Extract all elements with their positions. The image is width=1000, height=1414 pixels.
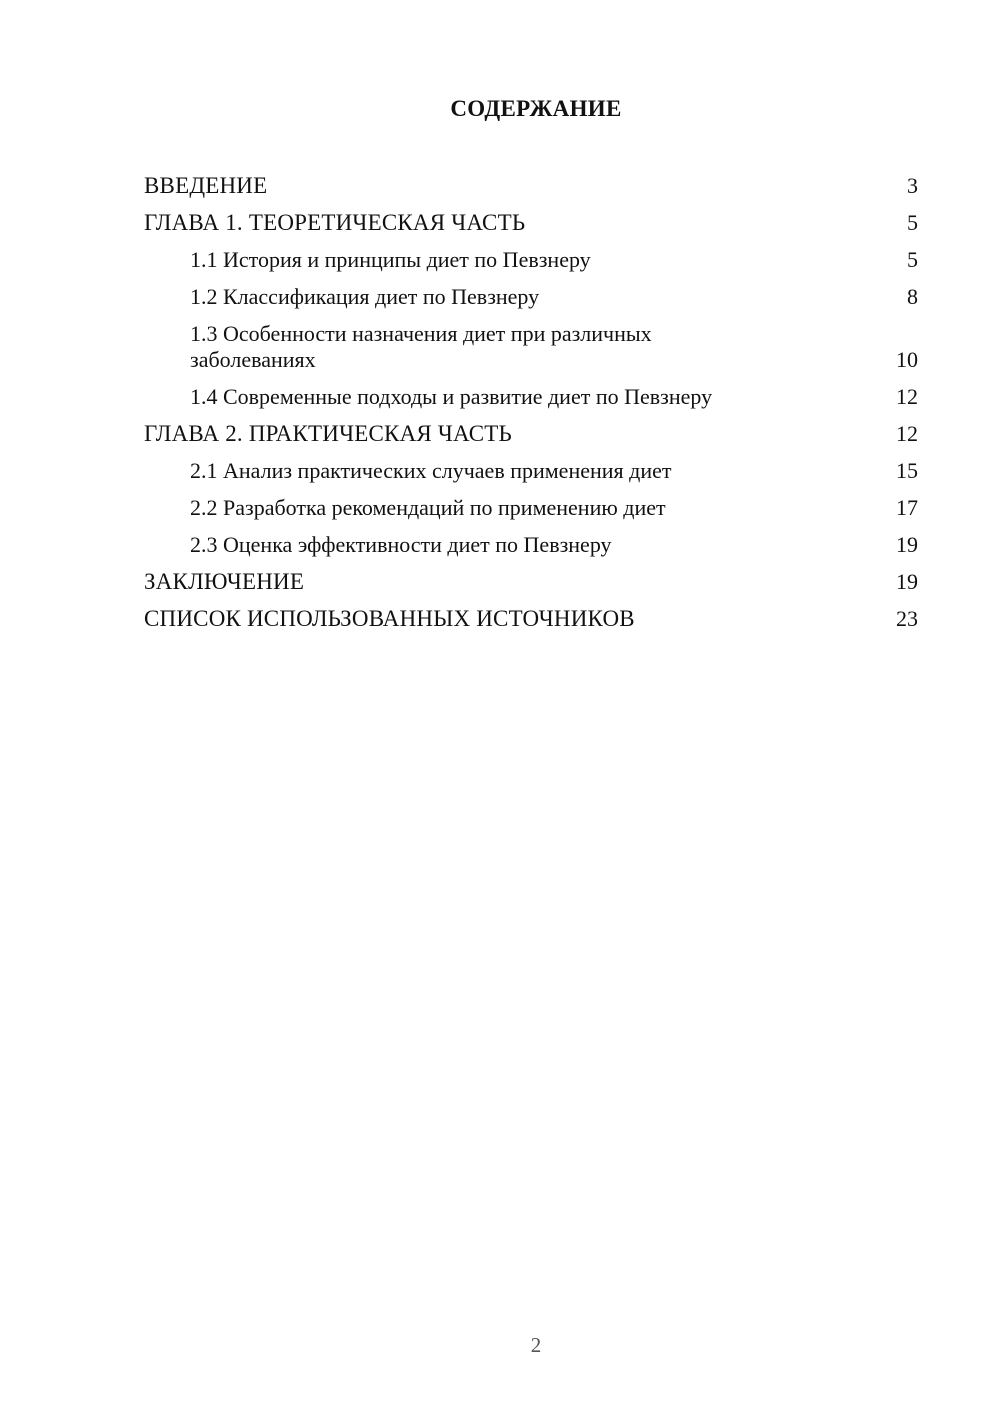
- toc-entry-page: 19: [896, 569, 918, 594]
- toc-entry-page: 19: [896, 532, 918, 557]
- toc-entry-page: 5: [907, 210, 918, 235]
- toc-entry-label: 1.2 Классификация диет по Певзнеру: [190, 284, 540, 309]
- toc-entry-conclusion[interactable]: [144, 564, 918, 601]
- toc-entry-page: 10: [896, 347, 918, 372]
- toc-entry-page: 3: [907, 173, 918, 198]
- toc-entry-label: ГЛАВА 1. ТЕОРЕТИЧЕСКАЯ ЧАСТЬ: [144, 210, 526, 235]
- toc-entry-page: 12: [896, 421, 918, 446]
- toc-entry-label: 1.1 История и принципы диет по Певзнеру: [190, 247, 591, 272]
- toc-entry-label: 2.1 Анализ практических случаев применения диет: [190, 458, 672, 483]
- toc-entry-page: 8: [907, 284, 918, 309]
- toc-entry-section-2-1[interactable]: [144, 453, 918, 490]
- toc-entry-label: ГЛАВА 2. ПРАКТИЧЕСКАЯ ЧАСТЬ: [144, 421, 512, 446]
- toc-entry-label: 1.4 Современные подходы и развитие диет по Певзнеру: [190, 384, 713, 409]
- toc-entry-label: 1.3 Особенности назначения диет при различных заболеваниях: [190, 321, 652, 372]
- toc-entry-page: 17: [896, 495, 918, 520]
- toc-entry-section-1-4[interactable]: [144, 379, 918, 416]
- toc-entry-introduction[interactable]: [144, 168, 918, 205]
- toc-entry-section-1-1[interactable]: [144, 242, 918, 279]
- toc-entry-label: СПИСОК ИСПОЛЬЗОВАННЫХ ИСТОЧНИКОВ: [144, 606, 635, 631]
- toc-entry-section-1-3[interactable]: [144, 316, 918, 379]
- footer-page-number: 2: [530, 1333, 542, 1357]
- toc-entry-references[interactable]: [144, 601, 918, 638]
- toc-entry-label: ЗАКЛЮЧЕНИЕ: [144, 569, 305, 594]
- toc-entry-page: 5: [907, 247, 918, 272]
- toc-entry-chapter-1[interactable]: [144, 205, 918, 242]
- table-of-contents: [144, 168, 918, 638]
- toc-entry-page: 23: [896, 606, 918, 631]
- toc-title: СОДЕРЖАНИЕ: [450, 96, 622, 121]
- toc-entry-section-2-2[interactable]: [144, 490, 918, 527]
- toc-entry-label: 2.2 Разработка рекомендаций по применению диет: [190, 495, 666, 520]
- toc-entry-section-1-2[interactable]: [144, 279, 918, 316]
- toc-entry-page: 15: [896, 458, 918, 483]
- toc-entry-label: 2.3 Оценка эффективности диет по Певзнеру: [190, 532, 612, 557]
- toc-entry-section-2-3[interactable]: [144, 527, 918, 564]
- toc-entry-page: 12: [896, 384, 918, 409]
- toc-entry-label: ВВЕДЕНИЕ: [144, 173, 268, 198]
- toc-entry-chapter-2[interactable]: [144, 416, 918, 453]
